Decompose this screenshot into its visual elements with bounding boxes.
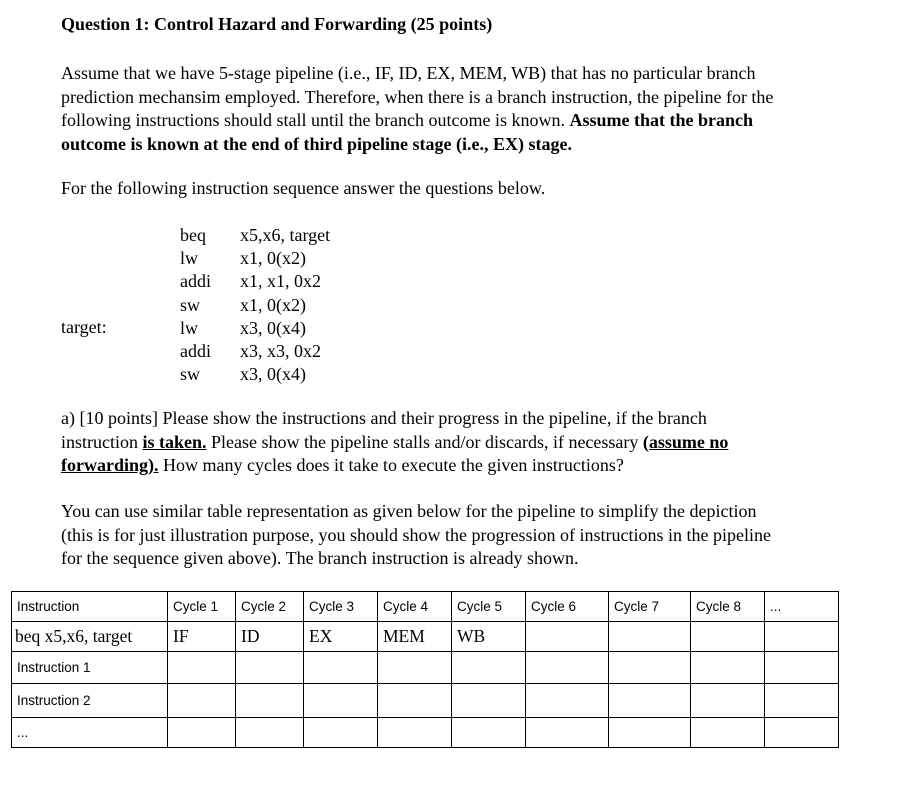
table-cell: [236, 718, 304, 748]
table-cell: [691, 652, 765, 684]
table-cell: [304, 684, 378, 718]
target-label: target:: [61, 317, 107, 337]
code-line: addi x1, x1, 0x2: [180, 271, 321, 292]
table-cell: [526, 622, 609, 652]
table-cell: ID: [236, 622, 304, 652]
table-cell: beq x5,x6, target: [12, 622, 168, 652]
table-cell: [452, 684, 526, 718]
table-cell: Instruction 2: [12, 684, 168, 718]
table-cell: [765, 684, 839, 718]
pipeline-table: [11, 591, 839, 748]
part-a-question: a) [10 points] Please show the instructions and their progress in the pipeline, if the branch instruction is taken. Please show the pipeline stalls and/or discards, if necessary (assume no forwarding). How many cycles does it take to execute the given instructions?: [61, 408, 729, 475]
table-note: You can use similar table representation as given below for the pipeline to simplify the depiction (this is for just illustration purpose, you should show the progression of instructions in the pipeline for the sequence given above). The branch instruction is already shown.: [61, 501, 771, 568]
code-line: lw x3, 0(x4): [180, 317, 306, 338]
header-cell: Instruction: [12, 592, 168, 622]
table-cell: [526, 684, 609, 718]
header-cell: Cycle 7: [609, 592, 691, 622]
header-cell: Cycle 5: [452, 592, 526, 622]
sequence-prompt: For the following instruction sequence answer the questions below.: [61, 178, 546, 198]
code-line: sw x1, 0(x2): [180, 294, 306, 315]
code-line: beq x5,x6, target: [180, 225, 331, 245]
header-cell: Cycle 1: [168, 592, 236, 622]
table-cell: [765, 652, 839, 684]
table-cell: [304, 652, 378, 684]
table-cell: [609, 718, 691, 748]
table-cell: EX: [304, 622, 378, 652]
table-cell: IF: [168, 622, 236, 652]
table-cell: [526, 652, 609, 684]
table-cell: [609, 622, 691, 652]
code-line: addi x3, x3, 0x2: [180, 340, 321, 361]
table-row: [12, 652, 839, 684]
table-cell: [236, 684, 304, 718]
table-row: [12, 718, 839, 748]
table-cell: Instruction 1: [12, 652, 168, 684]
table-cell: [168, 652, 236, 684]
header-cell: Cycle 2: [236, 592, 304, 622]
table-cell: [609, 652, 691, 684]
table-cell: [168, 684, 236, 718]
table-row: [12, 684, 839, 718]
question-title: Question 1: Control Hazard and Forwarding (25 points): [61, 14, 493, 34]
table-cell: [378, 684, 452, 718]
table-cell: [452, 718, 526, 748]
header-cell: Cycle 3: [304, 592, 378, 622]
table-cell: [378, 652, 452, 684]
table-cell: [691, 684, 765, 718]
table-cell: [168, 718, 236, 748]
table-cell: [691, 622, 765, 652]
header-cell: Cycle 4: [378, 592, 452, 622]
table-cell: [609, 684, 691, 718]
table-cell: [236, 652, 304, 684]
table-cell: WB: [452, 622, 526, 652]
table-cell: ...: [12, 718, 168, 748]
table-cell: [765, 718, 839, 748]
code-line: sw x3, 0(x4): [180, 364, 306, 385]
instruction-sequence: [180, 224, 420, 386]
header-cell: Cycle 8: [691, 592, 765, 622]
table-cell: [378, 718, 452, 748]
code-line: lw x1, 0(x2): [180, 248, 306, 269]
table-cell: [526, 718, 609, 748]
table-header-row: [12, 592, 839, 622]
header-cell: Cycle 6: [526, 592, 609, 622]
table-cell: [452, 652, 526, 684]
table-cell: MEM: [378, 622, 452, 652]
table-row: [12, 622, 839, 652]
table-cell: [691, 718, 765, 748]
table-cell: [304, 718, 378, 748]
header-cell: ...: [765, 592, 839, 622]
intro-paragraph: Assume that we have 5-stage pipeline (i.e., IF, ID, EX, MEM, WB) that has no particular branch prediction mechansim employed. Therefore, when there is a branch instruction, the pipeline for the following instructions should stall until the branch outcome is known. Assume that the branch outcome is known at the end of third pipeline stage (i.e., EX) stage.: [61, 63, 774, 154]
table-cell: [765, 622, 839, 652]
